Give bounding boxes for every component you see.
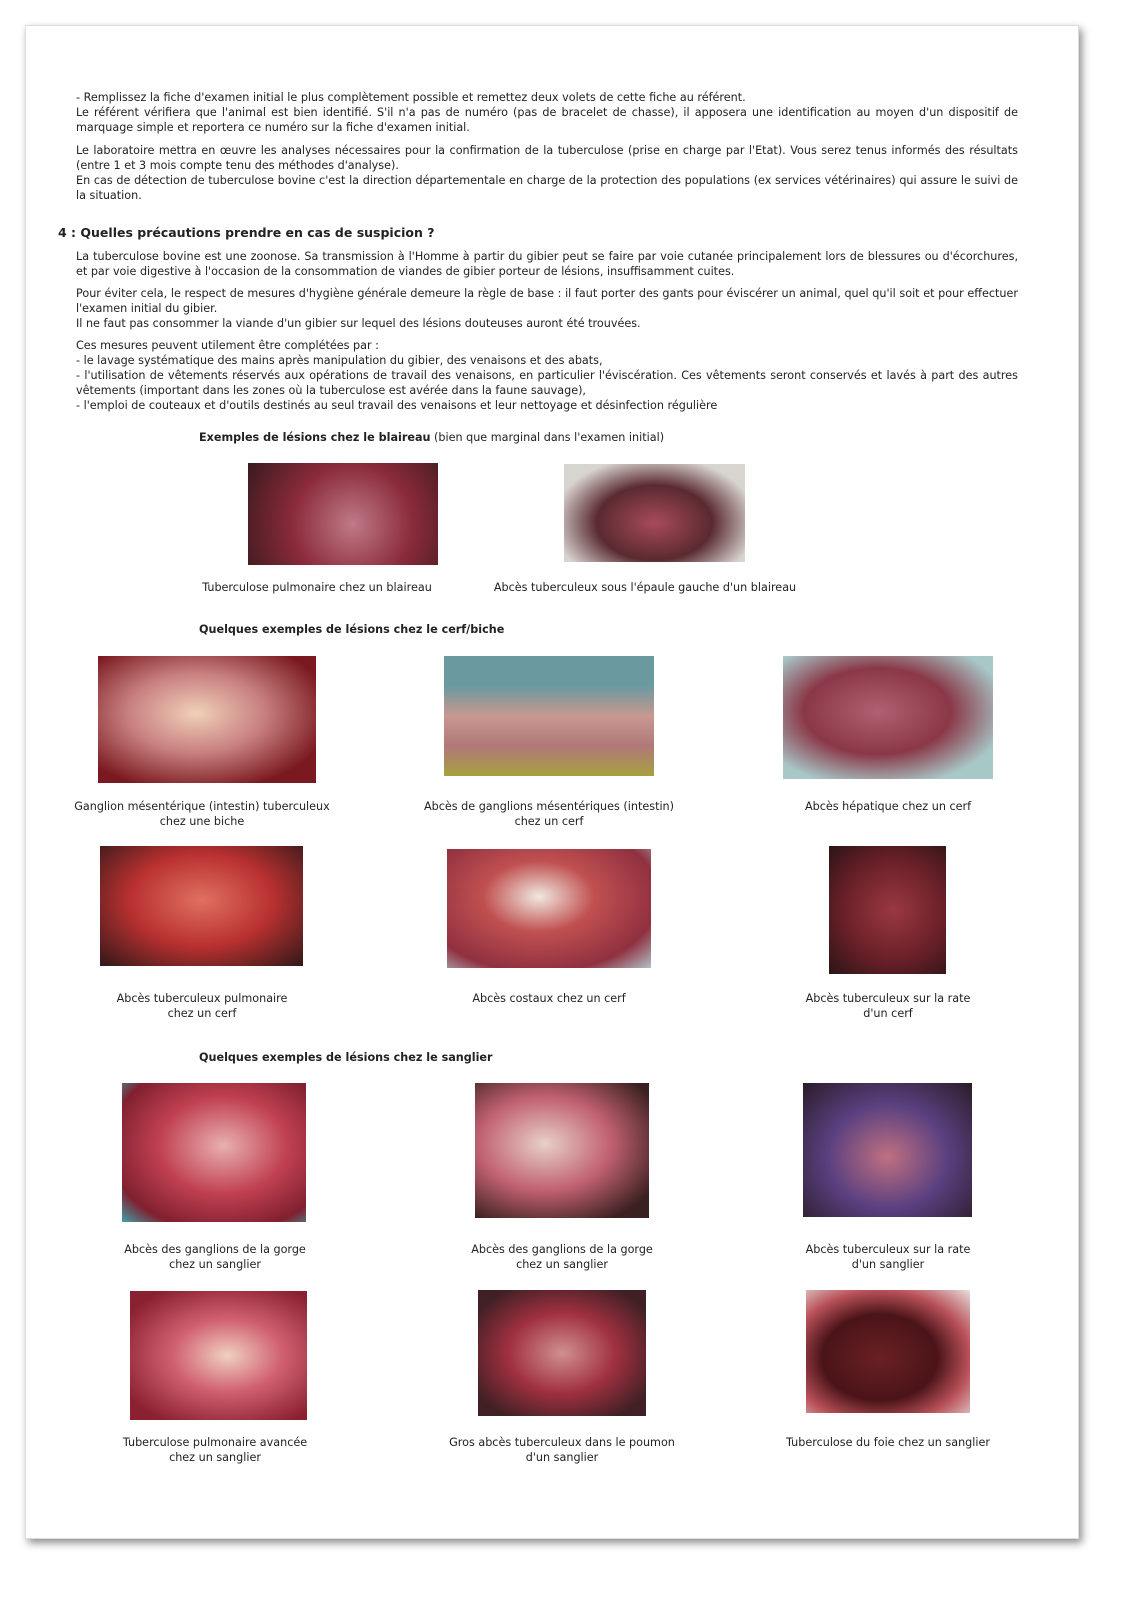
- photo-blaireau-shoulder: [564, 464, 745, 562]
- photo-cerf-3: [783, 656, 993, 779]
- sanglier-heading: Quelques exemples de lésions chez le sanglier: [199, 1051, 493, 1064]
- caption: Abcès tuberculeux sur la rate d'un sanglier: [805, 1243, 971, 1271]
- blaireau-heading: [199, 431, 664, 444]
- caption: Tuberculose pulmonaire avancée chez un sanglier: [122, 1436, 308, 1464]
- bullet: - le lavage systématique des mains après manipulation du gibier, des venaisons et des abats,: [76, 354, 603, 367]
- photo-sanglier-4: [130, 1291, 307, 1420]
- paragraph: Pour éviter cela, le respect de mesures d'hygiène générale demeure la règle de base : il faut porter des gants pour éviscérer un animal, quel qu'il soit et pour effectuer l'examen initial du gibier.: [76, 287, 1018, 315]
- photo-sanglier-2: [475, 1083, 649, 1218]
- caption: Tuberculose du foie chez un sanglier: [786, 1436, 990, 1449]
- intro-line: Le laboratoire mettra en œuvre les analyses nécessaires pour la confirmation de la tuberculose (prise en charge par l'Etat). Vous serez tenus informés des résultats (entre 1 et 3 mois compte tenu des méthodes d'analyse).: [76, 144, 1018, 172]
- section-heading: 4 : Quelles précautions prendre en cas de suspicion ?: [58, 225, 435, 240]
- photo-cerf-6: [829, 846, 946, 974]
- photo-blaireau-lung: [248, 463, 438, 565]
- paragraph: La tuberculose bovine est une zoonose. Sa transmission à l'Homme à partir du gibier peut se faire par voie cutanée principalement lors de blessures ou d'écorchures, et par voie digestive à l'occasion de la consommation de viandes de gibier porteur de lésions, insuffisamment cuites.: [76, 250, 1018, 278]
- caption: Ganglion mésentérique (intestin) tuberculeux chez une biche: [74, 800, 330, 828]
- heading-rest: (bien que marginal dans l'examen initial): [430, 431, 665, 444]
- caption: Abcès tuberculeux sous l'épaule gauche d'un blaireau: [493, 581, 797, 594]
- photo-sanglier-1: [122, 1083, 306, 1222]
- photo-sanglier-3: [803, 1083, 972, 1217]
- caption: Abcès des ganglions de la gorge chez un sanglier: [471, 1243, 653, 1271]
- intro-block: [76, 90, 1018, 203]
- intro-line: Le référent vérifiera que l'animal est bien identifié. S'il n'a pas de numéro (pas de bracelet de chasse), il apposera une identification au moyen d'un dispositif de marquage simple et reportera ce numéro sur la fiche d'examen initial.: [76, 106, 1018, 134]
- paragraph: Il ne faut pas consommer la viande d'un gibier sur lequel des lésions douteuses auront été trouvées.: [76, 317, 641, 330]
- intro-line: En cas de détection de tuberculose bovine c'est la direction départementale en charge de la protection des populations (ex services vétérinaires) qui assure le suivi de la situation.: [76, 174, 1018, 202]
- paragraph: Ces mesures peuvent utilement être complétées par :: [76, 339, 379, 352]
- heading-bold: Exemples de lésions chez le blaireau: [199, 431, 431, 444]
- section4-body: [76, 249, 1018, 413]
- cerf-heading: Quelques exemples de lésions chez le cerf/biche: [199, 623, 505, 636]
- caption: Abcès tuberculeux sur la rate d'un cerf: [805, 992, 971, 1020]
- intro-line: - Remplissez la fiche d'examen initial le plus complètement possible et remettez deux volets de cette fiche au référent.: [76, 91, 746, 104]
- photo-cerf-5: [447, 849, 651, 968]
- caption: Abcès des ganglions de la gorge chez un sanglier: [124, 1243, 306, 1271]
- caption: Abcès costaux chez un cerf: [472, 992, 626, 1005]
- photo-sanglier-5: [478, 1290, 646, 1416]
- photo-cerf-2: [444, 656, 654, 776]
- caption: Tuberculose pulmonaire chez un blaireau: [202, 581, 432, 594]
- caption: Abcès tuberculeux pulmonaire chez un cerf: [116, 992, 288, 1020]
- caption: Abcès hépatique chez un cerf: [804, 800, 972, 813]
- caption: Abcès de ganglions mésentériques (intestin) chez un cerf: [423, 800, 675, 828]
- caption: Gros abcès tuberculeux dans le poumon d'un sanglier: [449, 1436, 675, 1464]
- photo-cerf-1: [98, 656, 316, 783]
- bullet: - l'utilisation de vêtements réservés aux opérations de travail des venaisons, en particulier l'éviscération. Ces vêtements seront conservés et lavés à part des autres vêtements (important dans les zones où la tuberculose est avérée dans la faune sauvage),: [76, 369, 1018, 397]
- photo-sanglier-6: [806, 1290, 970, 1413]
- bullet: - l'emploi de couteaux et d'outils destinés au seul travail des venaisons et leur nettoyage et désinfection régulière: [76, 399, 718, 412]
- photo-cerf-4: [100, 846, 303, 966]
